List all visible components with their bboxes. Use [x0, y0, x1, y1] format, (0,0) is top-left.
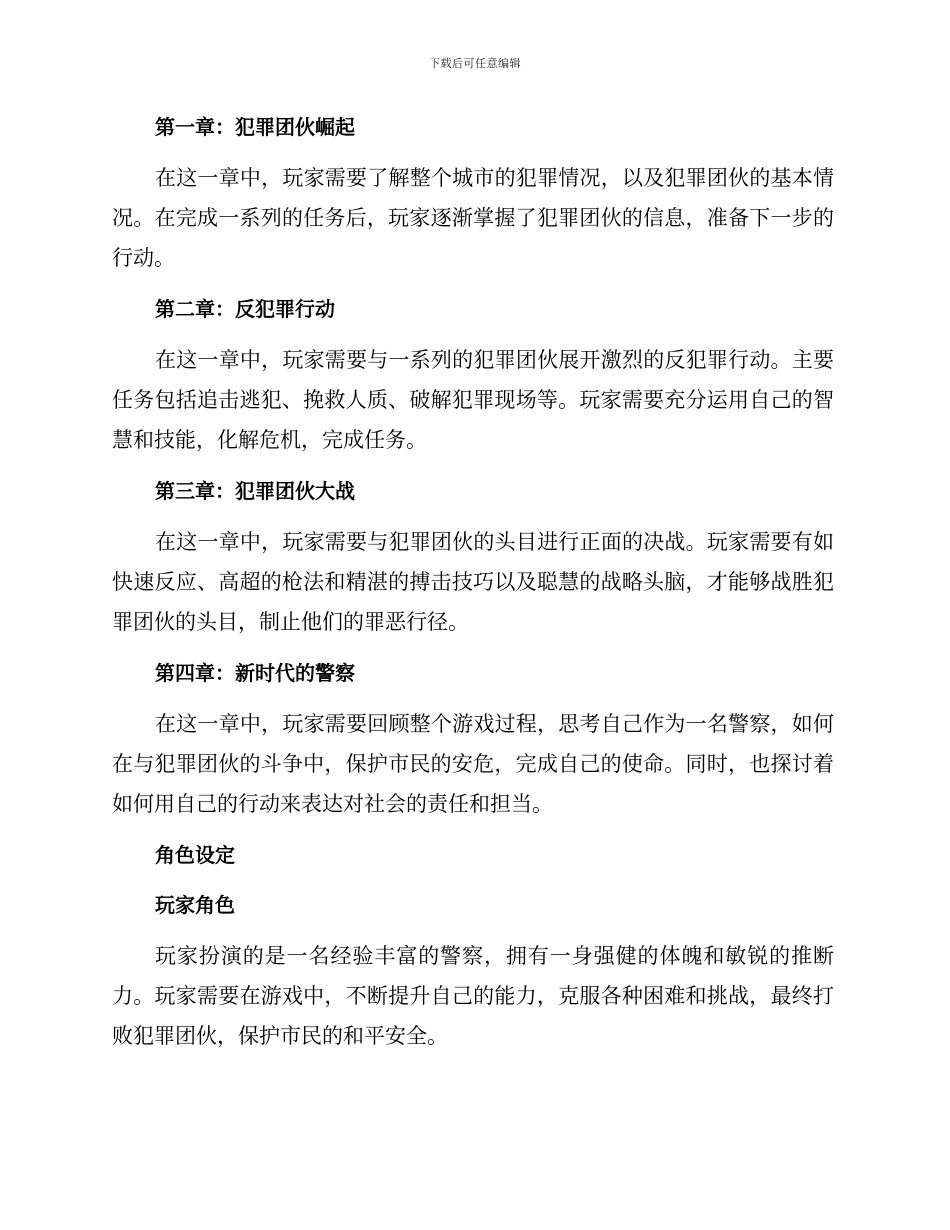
chapter-2-heading: 第二章：反犯罪行动 — [155, 297, 335, 321]
player-character-heading: 玩家角色 — [155, 893, 235, 917]
chapter-1-heading: 第一章：犯罪团伙崛起 — [155, 115, 355, 139]
character-settings-heading: 角色设定 — [155, 843, 235, 867]
chapter-2-paragraph: 在这一章中，玩家需要与一系列的犯罪团伙展开激烈的反犯罪行动。主要任务包括追击逃犯、挽救人质、破解犯罪现场等。玩家需要充分运用自己的智慧和技能，化解危机，完成任务。 — [112, 348, 834, 452]
chapter-1-paragraph: 在这一章中，玩家需要了解整个城市的犯罪情况，以及犯罪团伙的基本情况。在完成一系列的任务后，玩家逐渐掌握了犯罪团伙的信息，准备下一步的行动。 — [112, 166, 834, 270]
player-character-paragraph: 玩家扮演的是一名经验丰富的警察，拥有一身强健的体魄和敏锐的推断力。玩家需要在游戏中，不断提升自己的能力，克服各种困难和挑战，最终打败犯罪团伙，保护市民的和平安全。 — [112, 944, 834, 1048]
chapter-3-paragraph: 在这一章中，玩家需要与犯罪团伙的头目进行正面的决战。玩家需要有如快速反应、高超的枪法和精湛的搏击技巧以及聪慧的战略头脑，才能够战胜犯罪团伙的头目，制止他们的罪恶行径。 — [112, 530, 834, 634]
document-body — [112, 108, 834, 1068]
chapter-3-heading: 第三章：犯罪团伙大战 — [155, 479, 355, 503]
page-header: 下载后可任意编辑 — [429, 57, 521, 70]
chapter-4-heading: 第四章：新时代的警察 — [155, 661, 355, 685]
chapter-4-paragraph: 在这一章中，玩家需要回顾整个游戏过程，思考自己作为一名警察，如何在与犯罪团伙的斗争中，保护市民的安危，完成自己的使命。同时，也探讨着如何用自己的行动来表达对社会的责任和担当。 — [112, 712, 834, 816]
